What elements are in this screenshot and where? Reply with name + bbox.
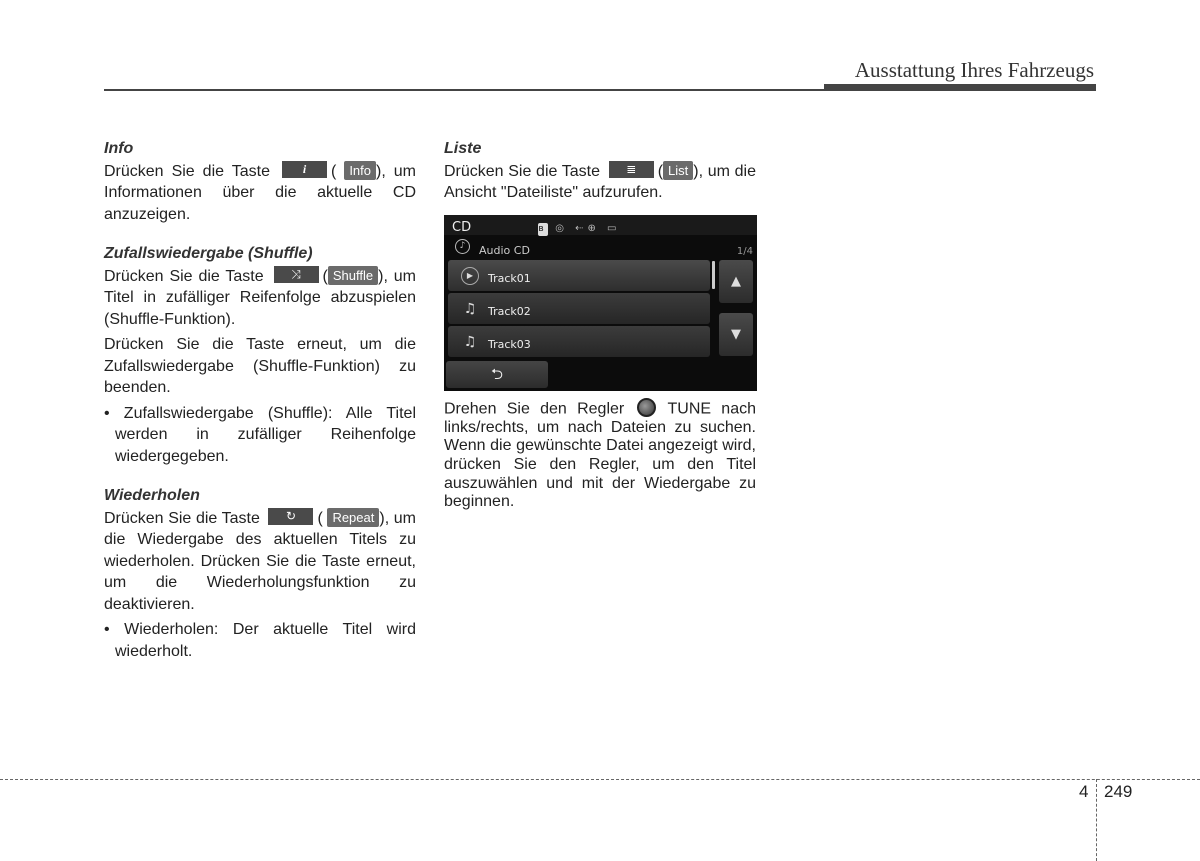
play-icon: ▶ (461, 267, 479, 285)
screen-status-bar (444, 215, 757, 235)
scroll-up-button[interactable]: ▲ (719, 260, 753, 303)
source-row (444, 236, 757, 258)
repeat-text: Drücken Sie die Taste ↻ ( Repeat ), um die Wiedergabe des aktuellen Titels zu wiederholen. Drücken Sie die Taste erneut, um die Wiederholungsfunktion zu deaktivieren. (104, 508, 416, 613)
footer-vertical-divider (1096, 779, 1097, 861)
repeat-bullet: • Wiederholen: Der aktuelle Titel wird wiederholt. (104, 621, 416, 660)
repeat-label-button: Repeat (327, 508, 379, 527)
info-text: Drücken Sie die Taste i ( Info ), um Informationen über die aktuelle CD anzuzeigen. (104, 161, 417, 223)
shuffle-bullet: • Zufallswiedergabe (Shuffle): Alle Titel werden in zufälliger Reihenfolge wiedergegeben. (104, 404, 416, 465)
track-label: Track01 (488, 271, 531, 285)
list-heading: Liste (444, 140, 482, 157)
back-button[interactable]: ⮌ (446, 361, 548, 388)
footer-divider (0, 779, 1200, 780)
screen-status-title: CD (452, 219, 472, 235)
info-heading: Info (104, 140, 134, 157)
list-section (444, 138, 756, 204)
page-header-title: Ausstattung Ihres Fahrzeugs (854, 58, 1094, 82)
cd-file-list-screen (444, 215, 757, 391)
track-label: Track02 (488, 304, 531, 318)
tune-knob-icon (637, 398, 656, 417)
header-rule (104, 89, 1096, 91)
shuffle-label-button: Shuffle (328, 266, 378, 285)
shuffle-section (104, 243, 416, 467)
disc-icon: ♪ (455, 239, 470, 254)
track-item-3[interactable] (448, 326, 710, 357)
right-column (444, 138, 756, 512)
repeat-key-icon: ↻ (268, 508, 313, 525)
shuffle-text: Drücken Sie die Taste ⤨ ( Shuffle ), um Titel in zufälliger Reifenfolge abzuspielen (Shuffle-Funktion). (104, 266, 417, 328)
list-label-button: List (663, 161, 693, 180)
track-item-1[interactable] (448, 260, 710, 291)
track-label: Track03 (488, 337, 531, 351)
list-text: Drücken Sie die Taste ≣ ( List ), um die Ansicht "Dateiliste" aufzurufen. (444, 161, 757, 201)
track-item-2[interactable] (448, 293, 710, 324)
info-text-rest: um Informationen über die aktuelle CD anzuzeigen. (104, 162, 417, 223)
page-indicator: 1/4 (736, 245, 753, 257)
scrollbar[interactable] (712, 261, 715, 289)
info-key-icon: i (282, 161, 327, 178)
scroll-down-button[interactable]: ▼ (719, 313, 753, 356)
left-column (104, 138, 416, 680)
tune-text: Drehen Sie den Regler TUNE nach links/rechts, um nach Dateien zu suchen. Wenn die gewünschte Datei angezeigt wird, drücken Sie den Regler, um den Titel auszuwählen und mit der Wiedergabe zu beginnen. (444, 400, 756, 512)
info-label-button: Info (344, 161, 376, 180)
repeat-heading: Wiederholen (104, 487, 200, 504)
page-number: 249 (1104, 782, 1133, 801)
shuffle-para-2: Drücken Sie die Taste erneut, um die Zufallswiedergabe (Shuffle-Funktion) zu beenden. (104, 336, 416, 396)
info-text-before: Drücken Sie die Taste (104, 162, 270, 180)
shuffle-heading: Zufallswiedergabe (Shuffle) (104, 245, 313, 262)
list-key-icon: ≣ (609, 161, 654, 178)
music-note-icon: ♫ (463, 333, 477, 350)
info-section (104, 138, 416, 225)
repeat-section (104, 485, 416, 662)
chapter-number: 4 (1079, 782, 1089, 801)
usb-icon: ◎ ⇠⊕ ▭ (555, 222, 621, 234)
shuffle-key-icon: ⤨ (274, 266, 319, 283)
source-label: Audio CD (479, 243, 530, 257)
music-note-icon: ♫ (463, 300, 477, 317)
bluetooth-icon: ʙ (538, 223, 548, 234)
